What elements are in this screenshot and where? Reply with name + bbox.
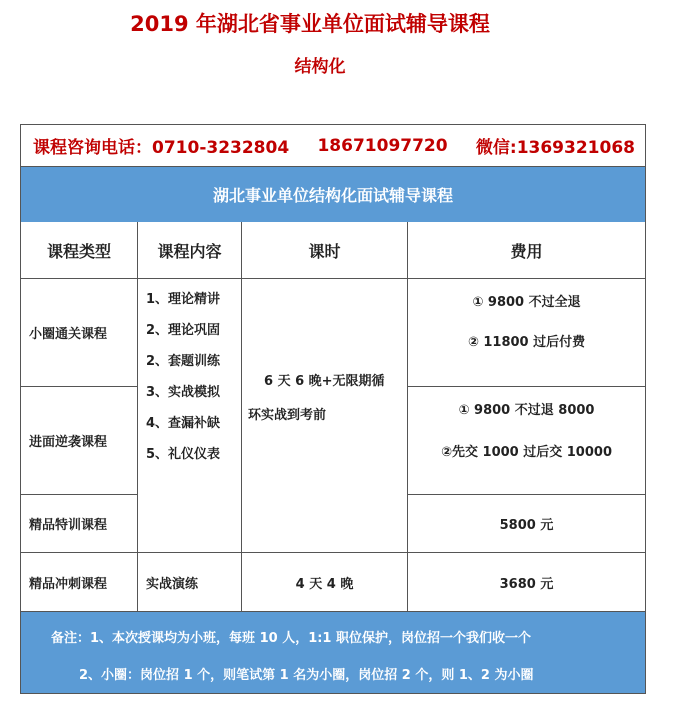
row-type-3: 精品特训课程	[21, 495, 138, 553]
course-table	[20, 124, 646, 694]
fee-option-b: ②先交 1000 过后交 10000	[441, 445, 612, 460]
row-fee-2	[408, 387, 645, 495]
row-type-1: 小圈通关课程	[21, 279, 138, 387]
content-list	[138, 279, 242, 553]
fee-option-a: ① 9800 不过退 8000	[458, 403, 595, 418]
fee-option-a: ① 9800 不过全退	[472, 295, 581, 310]
contact-bar	[21, 125, 645, 167]
content-item: 1、理论精讲	[146, 292, 221, 307]
content-item: 2、套题训练	[146, 354, 221, 369]
notes-section	[21, 612, 645, 693]
header-type: 课程类型	[21, 222, 138, 279]
mobile-number: 18671097720	[317, 135, 448, 156]
table-banner: 湖北事业单位结构化面试辅导课程	[21, 167, 645, 222]
hours-line-2: 环实战到考前	[248, 408, 327, 423]
content-item: 5、礼仪仪表	[146, 447, 221, 462]
page-subtitle: 结构化	[294, 57, 346, 77]
page-title: 2019 年湖北省事业单位面试辅导课程	[130, 12, 490, 36]
content-item: 3、实战模拟	[146, 385, 221, 400]
content-item: 2、理论巩固	[146, 323, 221, 338]
hours-line-1: 6 天 6 晚+无限期循	[264, 374, 385, 389]
row-fee-4: 3680 元	[408, 553, 645, 612]
header-hours: 课时	[242, 222, 408, 279]
phone-label: 课程咨询电话：0710-3232804	[33, 138, 290, 158]
row-fee-1	[408, 279, 645, 387]
row-hours-4: 4 天 4 晚	[242, 553, 408, 612]
table-grid	[21, 222, 645, 612]
wechat-id: 微信:1369321068	[475, 138, 635, 158]
hours-shared	[242, 279, 408, 553]
hours-text	[248, 365, 408, 433]
row-type-2: 进面逆袭课程	[21, 387, 138, 495]
row-fee-3: 5800 元	[408, 495, 645, 553]
note-line-2: 2、小圈：岗位招 1 个，则笔试第 1 名为小圈，岗位招 2 个，则 1、2 为小圈	[79, 668, 534, 683]
header-fee: 费用	[408, 222, 645, 279]
content-item: 4、查漏补缺	[146, 416, 221, 431]
note-line-1: 备注：1、本次授课均为小班，每班 10 人，1:1 职位保护，岗位招一个我们收一个	[51, 631, 532, 646]
row-type-4: 精品冲刺课程	[21, 553, 138, 612]
row-content-4: 实战演练	[138, 553, 242, 612]
fee-option-b: ② 11800 过后付费	[467, 335, 586, 350]
header-content: 课程内容	[138, 222, 242, 279]
